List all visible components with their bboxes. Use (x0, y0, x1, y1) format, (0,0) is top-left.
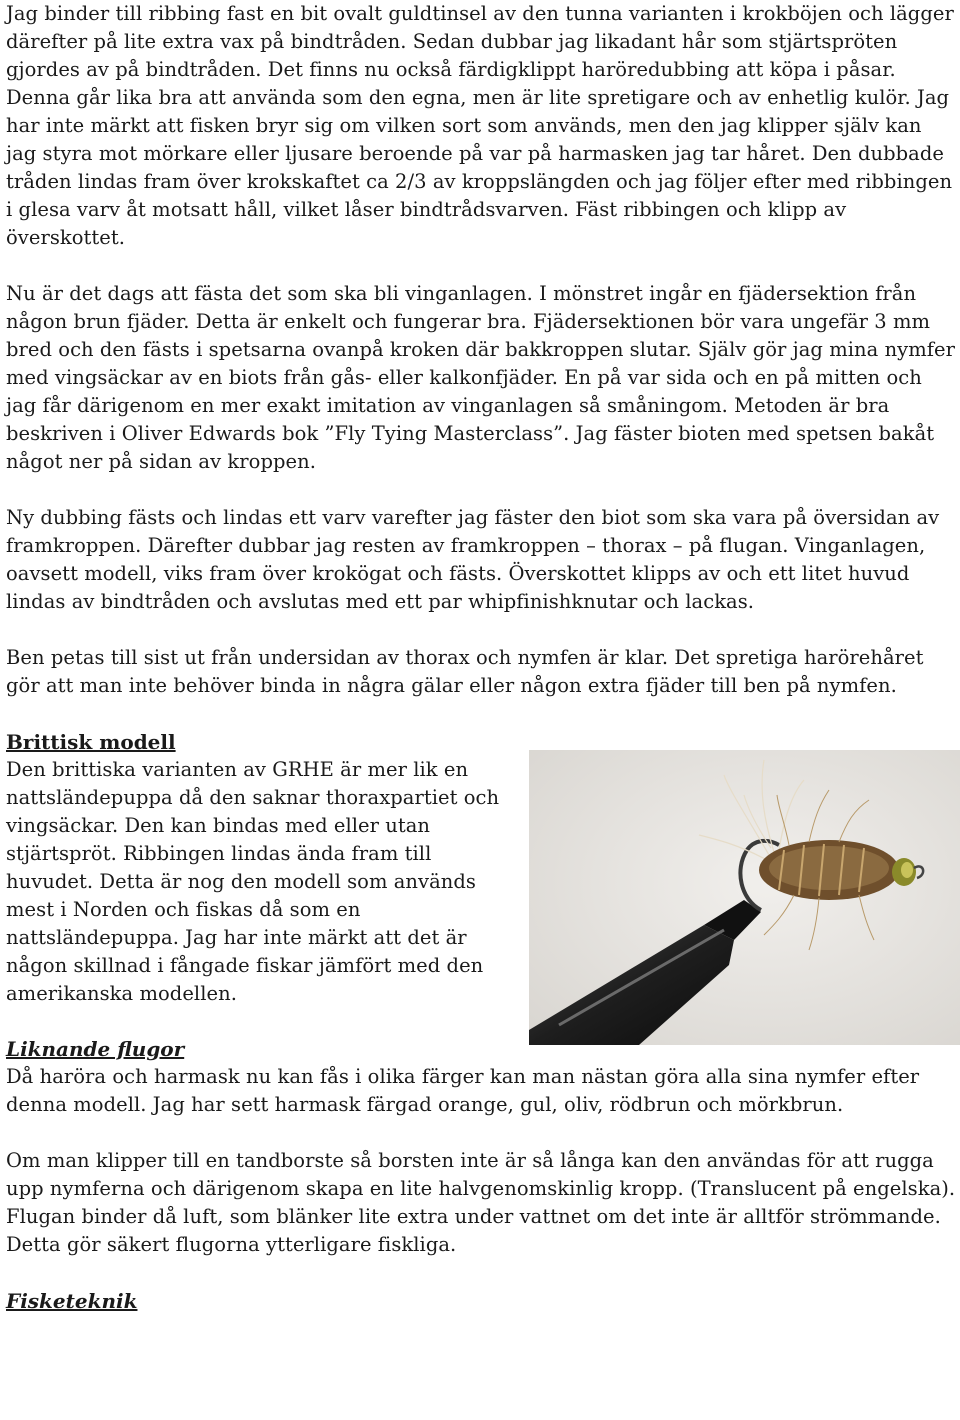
british-heading: Brittisk modell (6, 730, 176, 754)
paragraph-thorax: Ny dubbing fästs och lindas ett varv varefter jag fäster den biot som ska vara på översidan av framkroppen. Därefter dubbar jag resten av framkroppen – thorax – på flugan. Vinganlagen, oavsett modell, viks fram över krokögat och fästs. Överskottet klipps av och ett litet huvud lindas av bindtråden och avslutas med ett par whipfinishknutar och lackas. (6, 506, 940, 613)
similar-paragraph-2: Om man klipper till en tandborste så borsten inte är så långa kan den användas för att rugga upp nymferna och därigenom skapa en lite halvgenomskinlig kropp. (Translucent på engelska). Flugan binder då luft, som blänker lite extra under vattnet om det inte är alltför strömmande. Detta gör säkert flugorna ytterligare fiskliga. (6, 1149, 956, 1256)
document-page (6, 0, 956, 1315)
paragraph-dubbing: Jag binder till ribbing fast en bit ovalt guldtinsel av den tunna varianten i krokböjen och lägger därefter på lite extra vax på bindtråden. Sedan dubbar jag likadant hår som stjärtspröten gjordes av på bindtråden. Det finns nu också färdigklippt haröredubbing att köpa i påsar. Denna går lika bra att använda som den egna, men är lite spretigare och av enhetlig kulör. Jag har inte märkt att fisken bryr sig om vilken sort som används, men den jag klipper själv kan jag styra mot mörkare eller ljusare beroende på var på harmasken jag tar håret. Den dubbade tråden lindas fram över krokskaftet ca 2/3 av kroppslängden och jag följer efter med ribbingen i glesa varv åt motsatt håll, vilket låser bindtrådsvarven. Fäst ribbingen och klipp av överskottet. (6, 2, 954, 249)
paragraph-wingcase: Nu är det dags att fästa det som ska bli vinganlagen. I mönstret ingår en fjädersektion från någon brun fjäder. Detta är enkelt och fungerar bra. Fjädersektionen bör vara ungefär 3 mm bred och den fästs i spetsarna ovanpå kroken där bakkroppen slutar. Själv gör jag mina nymfer med vingsäckar av en biots från gås- eller kalkonfjäder. En på var sida och en på mitten och jag får därigenom en mer exakt imitation av vinganlagen så småningom. Metoden är bra beskriven i Oliver Edwards bok ”Fly Tying Masterclass”. Jag fäster bioten med spetsen bakåt något ner på sidan av kroppen. (6, 282, 956, 473)
fly-in-vise-image (529, 750, 960, 1045)
fly-photo (529, 750, 960, 1045)
similar-paragraph-1: Då haröra och harmask nu kan fås i olika färger kan man nästan göra alla sina nymfer efter denna modell. Jag har sett harmask färgad orange, gul, oliv, rödbrun och mörkbrun. (6, 1065, 920, 1116)
similar-heading: Liknande flugor (6, 1037, 185, 1061)
british-paragraph: Den brittiska varianten av GRHE är mer lik en nattsländepuppa då den saknar thoraxpartiet och vingsäckar. Den kan bindas med eller utan stjärtspröt. Ribbingen lindas ända fram till huvudet. Detta är nog den modell som används mest i Norden och fiskas då som en nattsländepuppa. Jag har inte märkt att det är någon skillnad i fångade fiskar jämfört med den amerikanska modellen. (6, 758, 500, 1005)
technique-heading: Fisketeknik (6, 1289, 138, 1313)
british-section (6, 728, 956, 1008)
paragraph-legs: Ben petas till sist ut från undersidan av thorax och nymfen är klar. Det spretiga harörehåret gör att man inte behöver binda in några gälar eller någon extra fjäder till ben på nymfen. (6, 646, 924, 697)
